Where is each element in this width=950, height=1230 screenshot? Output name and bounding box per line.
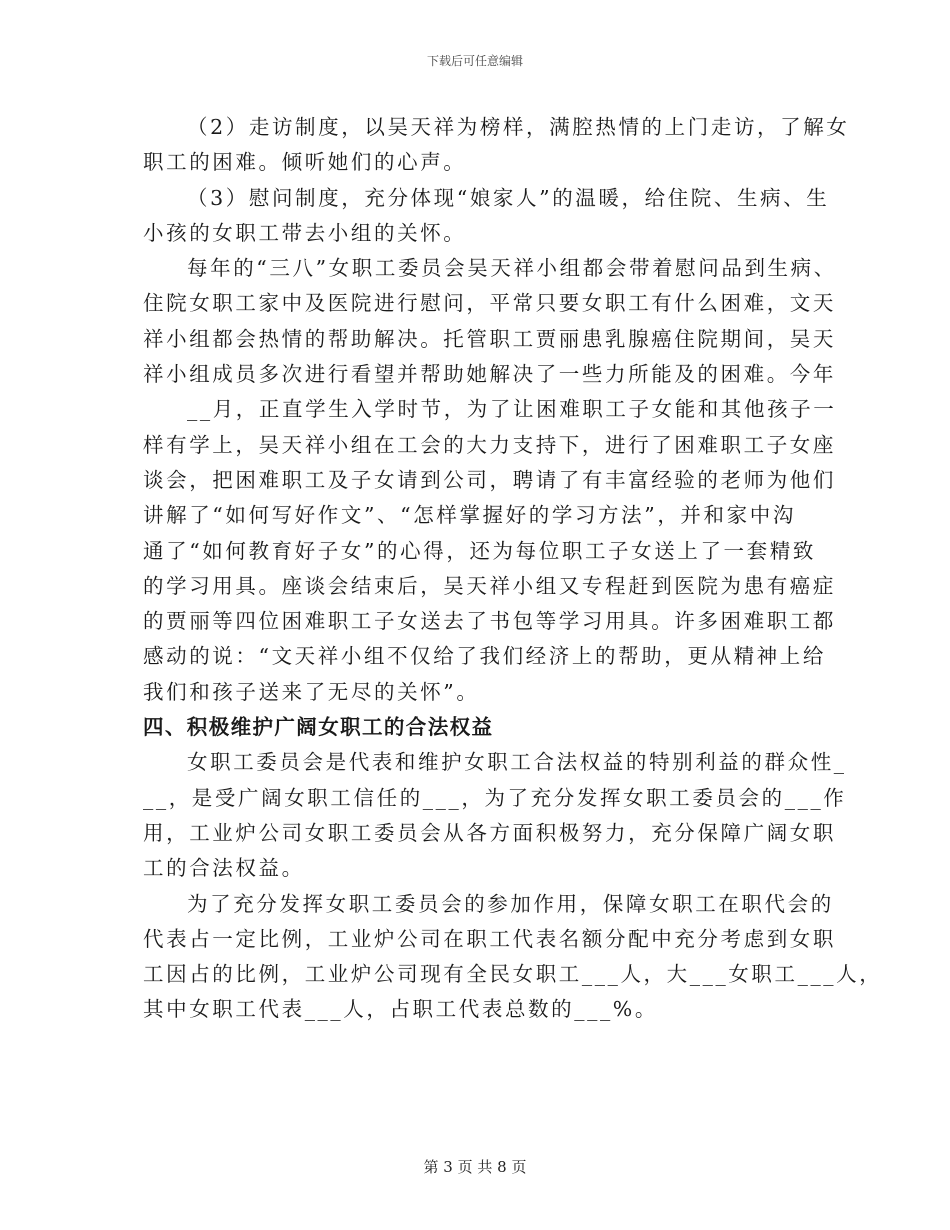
text-line: 的贾丽等四位困难职工子女送去了书包等学习用具。许多困难职工都 (143, 609, 836, 634)
text-line: 工因占的比例，工业炉公司现有全民女职工___人，大___女职工___人， (143, 962, 883, 987)
text-line: 为了充分发挥女职工委员会的参加作用，保障女职工在职代会的 (187, 891, 834, 916)
page-footer: 第 3 页 共 8 页 (423, 1158, 527, 1176)
text-line: 谈会，把困难职工及子女请到公司，聘请了有丰富经验的老师为他们 (143, 467, 836, 492)
page-header: 下载后可任意编辑 (426, 54, 523, 68)
text-line: __月，正直学生入学时节，为了让困难职工子女能和其他孩子一 (187, 397, 837, 422)
text-line: 女职工委员会是代表和维护女职工合法权益的特别利益的群众性_ (187, 750, 847, 775)
text-line: （3）慰问制度，充分体现“娘家人”的温暖，给住院、生病、生 (187, 185, 830, 210)
text-line: 感动的说：“文天祥小组不仅给了我们经济上的帮助，更从精神上给 (143, 644, 826, 669)
text-line: 职工的困难。倾听她们的心声。 (143, 150, 467, 175)
text-line: 的学习用具。座谈会结束后，吴天祥小组又专程赶到医院为患有癌症 (143, 573, 836, 598)
section-heading: 四、积极维护广阔女职工的合法权益 (143, 715, 494, 740)
text-line: 其中女职工代表___人，占职工代表总数的___%。 (143, 997, 658, 1022)
text-line: 代表占一定比例，工业炉公司在职工代表名额分配中充分考虑到女职 (143, 926, 836, 951)
text-line: （2）走访制度，以吴天祥为榜样，满腔热情的上门走访，了解女 (187, 115, 850, 139)
text-line: 用，工业炉公司女职工委员会从各方面积极努力，充分保障广阔女职 (143, 820, 836, 845)
text-line: 样有学上，吴天祥小组在工会的大力支持下，进行了困难职工子女座 (143, 432, 836, 457)
text-line: 讲解了“如何写好作文”、“怎样掌握好的学习方法”，并和家中沟 (143, 503, 796, 528)
text-line: 祥小组成员多次进行看望并帮助她解决了一些力所能及的困难。今年 (143, 362, 836, 387)
text-line: 工的合法权益。 (143, 856, 305, 881)
text-line: 住院女职工家中及医院进行慰问，平常只要女职工有什么困难，文天 (143, 291, 836, 316)
text-line: 小孩的女职工带去小组的关怀。 (143, 220, 467, 245)
document-body (143, 110, 883, 1028)
text-line: 通了“如何教育好子女”的心得，还为每位职工子女送上了一套精致 (143, 538, 816, 563)
text-line: 我们和孩子送来了无尽的关怀”。 (143, 679, 480, 704)
text-line: 每年的“三八”女职工委员会吴天祥小组都会带着慰问品到生病、 (187, 256, 837, 281)
text-line: __，是受广阔女职工信任的___，为了充分发挥女职工委员会的___作 (143, 785, 847, 810)
text-line: 祥小组都会热情的帮助解决。托管职工贾丽患乳腺癌住院期间，吴天 (143, 326, 836, 351)
